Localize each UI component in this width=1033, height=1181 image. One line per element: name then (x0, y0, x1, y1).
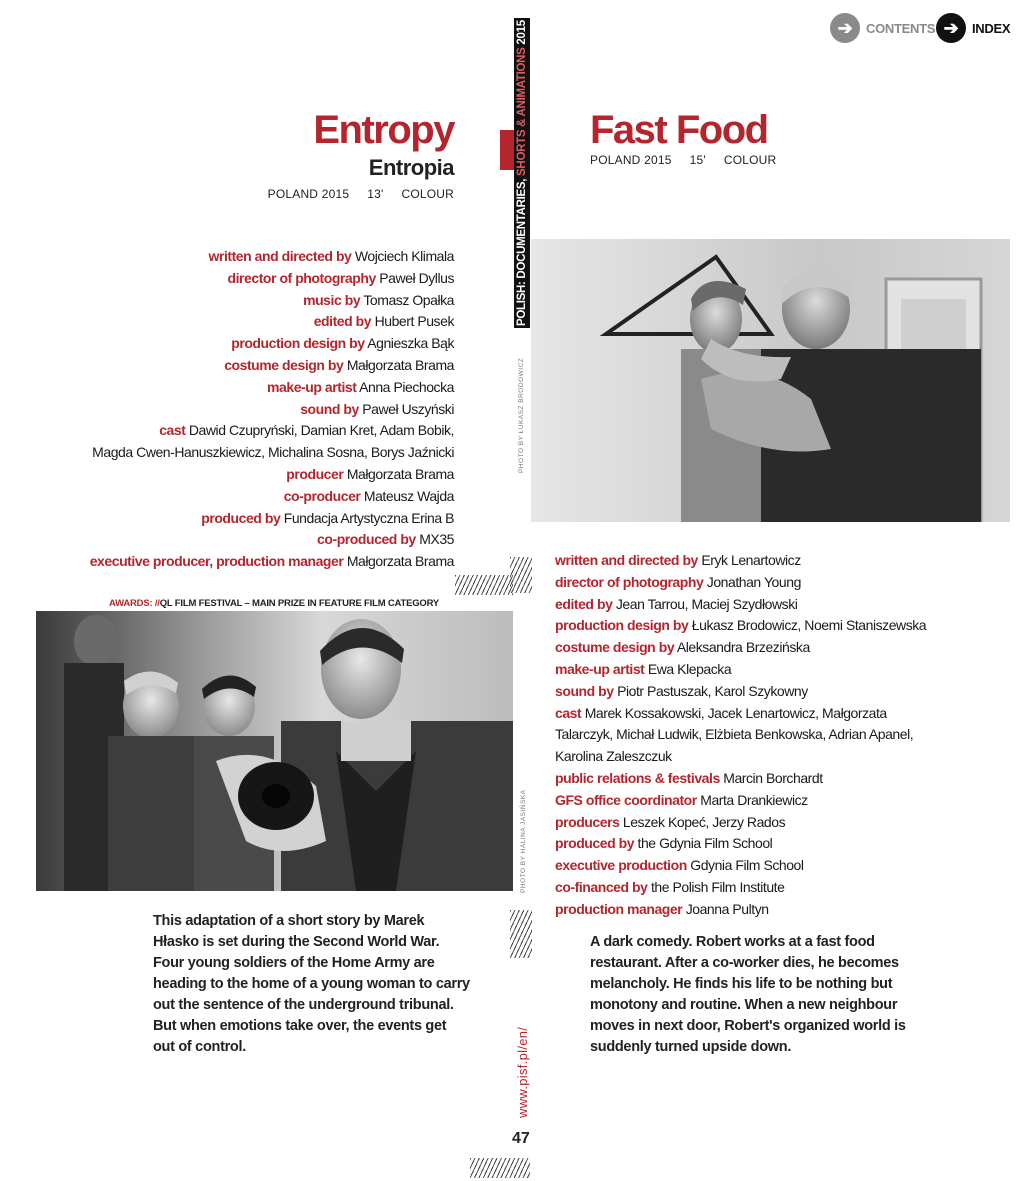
credit-role: make-up artist (555, 660, 645, 677)
credit-role: costume design by (555, 639, 675, 656)
credit-name: Magda Cwen-Hanuszkiewicz, Michalina Sosna, Borys Jaźnicki (92, 444, 454, 461)
fastfood-credits (555, 550, 995, 921)
credit-row (14, 246, 454, 268)
entropy-title: Entropy (313, 108, 454, 152)
credit-row (555, 768, 995, 790)
credit-role: written and directed by (555, 552, 698, 568)
credit-name: Jean Tarrou, Maciej Szydłowski (615, 595, 798, 612)
fastfood-country-year: POLAND 2015 (590, 153, 672, 167)
credit-row (555, 724, 995, 746)
entropy-original-title: Entropia (368, 155, 454, 180)
contents-label: CONTENTS (866, 20, 936, 36)
credit-row (555, 550, 995, 572)
spine-black-text: DOCUMENTARIES, (516, 175, 528, 279)
credit-role: music by (303, 291, 361, 308)
credit-row (555, 615, 995, 637)
credit-role: producer (286, 465, 344, 482)
awards-bar (36, 596, 512, 612)
credit-row (555, 594, 995, 616)
credit-role: director of photography (555, 573, 704, 590)
credit-role: executive production (555, 857, 687, 874)
index-label: INDEX (972, 20, 1011, 36)
credit-name: Mateusz Wajda (363, 487, 454, 504)
fastfood-photo-illustration (531, 239, 1010, 522)
arrow-right-icon: ➔ (830, 13, 860, 43)
credit-role: production manager (555, 900, 683, 917)
credit-role: co-produced by (317, 531, 416, 548)
credit-name: Aleksandra Brzezińska (676, 639, 810, 656)
credit-role: co-financed by (555, 878, 648, 895)
fastfood-colour: COLOUR (723, 153, 777, 167)
spine-accent (500, 130, 514, 170)
credit-name: Paweł Dyllus (379, 269, 454, 286)
entropy-credits (14, 246, 454, 573)
credit-row (555, 790, 995, 812)
credit-name: Piotr Pastuszak, Karol Szykowny (617, 682, 808, 699)
credit-name: Marcin Borchardt (723, 769, 823, 786)
credit-row (14, 377, 454, 399)
credit-row (14, 399, 454, 421)
spine-label (515, 20, 529, 326)
credit-row (555, 899, 995, 921)
credit-role: edited by (313, 313, 372, 330)
credit-name: Joanna Pultyn (685, 900, 769, 917)
hatch-decoration (455, 575, 513, 595)
fastfood-duration: 15' (689, 153, 706, 167)
entropy-photo-illustration (36, 611, 513, 891)
fastfood-title: Fast Food (590, 108, 768, 152)
credit-row (555, 681, 995, 703)
entropy-description: This adaptation of a short story by Marek Hłasko is set during the Second World War. Four young soldiers of the Home Army are heading to the home of a young woman to carry out the sentence of the underground tribunal. But when emotions take over, the events get out of control. (153, 913, 470, 1055)
hatch-decoration (510, 910, 532, 958)
credit-row (14, 333, 454, 355)
credit-row (14, 442, 454, 464)
hatch-decoration (510, 557, 532, 593)
credit-name: Hubert Pusek (374, 313, 454, 330)
credit-row (14, 311, 454, 333)
contents-link[interactable] (830, 13, 935, 43)
credit-name: Małgorzata Brama (346, 356, 454, 373)
credit-role: produced by (555, 835, 635, 852)
entropy-still-photo (36, 611, 513, 891)
fastfood-meta (590, 153, 776, 167)
credit-name: Ewa Klepacka (647, 660, 732, 677)
entropy-meta (268, 187, 454, 201)
credit-name: Wojciech Klimala (354, 248, 454, 264)
credit-role: make-up artist (267, 378, 357, 395)
credit-role: produced by (201, 509, 281, 526)
credit-row (555, 637, 995, 659)
fastfood-description: A dark comedy. Robert works at a fast food restaurant. After a co-worker dies, he becomes melancholy. He finds his life to be nothing but monotony and routine. When a new neighbour moves in next door, Robert's organized world is suddenly turned upside down. (590, 934, 906, 1055)
awards-text: QL FILM FESTIVAL – MAIN PRIZE IN FEATURE FILM CATEGORY (159, 598, 440, 609)
credit-name: Marta Drankiewicz (700, 791, 808, 808)
credit-role: production design by (555, 617, 689, 634)
credit-name: MX35 (419, 531, 454, 548)
credit-row (14, 486, 454, 508)
credit-role: executive producer, production manager (89, 553, 344, 570)
credit-row (555, 572, 995, 594)
credit-row (555, 855, 995, 877)
credit-name: Dawid Czupryński, Damian Kret, Adam Bobik, (188, 422, 454, 439)
fastfood-photo-credit: PHOTO BY ŁUKASZ BRODOWICZ (518, 357, 525, 473)
credit-row (555, 833, 995, 855)
credit-row (555, 877, 995, 899)
credit-name: Małgorzata Brama (346, 465, 454, 482)
credit-name: Fundacja Artystyczna Erina B (283, 509, 454, 526)
credit-role: co-producer (283, 487, 361, 504)
credit-row (14, 529, 454, 551)
credit-role: cast (159, 422, 186, 439)
credit-name: Łukasz Brodowicz, Noemi Staniszewska (691, 617, 927, 634)
credit-name: Małgorzata Brama (346, 553, 454, 570)
credit-name: Marek Kossakowski, Jacek Lenartowicz, Małgorzata (584, 704, 887, 721)
credit-role: director of photography (227, 269, 376, 286)
credit-role: public relations & festivals (555, 769, 720, 786)
index-link[interactable] (936, 13, 1010, 43)
arrow-right-icon: ➔ (936, 13, 966, 43)
credit-row (14, 420, 454, 442)
credit-role: sound by (300, 400, 359, 417)
credit-row (555, 703, 995, 725)
credit-row (555, 812, 995, 834)
credit-role: GFS office coordinator (555, 791, 697, 808)
credit-name: Eryk Lenartowicz (701, 552, 801, 568)
credit-role: producers (555, 813, 620, 830)
credit-row (14, 268, 454, 290)
page-number: 47 (512, 1130, 530, 1147)
credit-row (14, 508, 454, 530)
credit-name: Jonathan Young (706, 573, 801, 590)
credit-name: Talarczyk, Michał Ludwik, Elżbieta Benkowska, Adrian Apanel, (555, 726, 914, 743)
credit-role: edited by (555, 595, 613, 612)
awards-label: AWARDS: // (108, 598, 160, 609)
fastfood-still-photo (531, 239, 1010, 522)
entropy-photo-credit: PHOTO BY HALINA JASIŃSKA (520, 789, 527, 893)
credit-role: production design by (231, 335, 365, 352)
entropy-colour: COLOUR (401, 187, 454, 201)
credit-role: written and directed by (208, 248, 352, 264)
credit-name: Gdynia Film School (690, 857, 804, 874)
credit-name: the Polish Film Institute (650, 878, 785, 895)
credit-row (555, 659, 995, 681)
entropy-country-year: POLAND 2015 (267, 187, 350, 201)
credit-name: Anna Piechocka (359, 378, 454, 395)
credit-row (14, 464, 454, 486)
credit-name: Karolina Zaleszczuk (555, 748, 672, 765)
credit-row (14, 551, 454, 573)
spine-prefix: POLISH: (516, 278, 528, 326)
credit-role: costume design by (224, 356, 344, 373)
entropy-duration: 13' (367, 187, 384, 201)
credit-name: Leszek Kopeć, Jerzy Rados (622, 813, 786, 830)
hatch-decoration (470, 1158, 530, 1178)
credit-row (555, 746, 995, 768)
credit-row (14, 290, 454, 312)
credit-name: Agnieszka Bąk (367, 335, 454, 352)
credit-row (14, 355, 454, 377)
credit-role: sound by (555, 682, 614, 699)
spine-red-text: SHORTS & ANIMATIONS (516, 47, 528, 176)
website-link[interactable]: www.pisf.pl/en/ (515, 1026, 530, 1118)
spine-year: 2015 (516, 20, 528, 48)
credit-role: cast (555, 704, 582, 721)
credit-name: the Gdynia Film School (637, 835, 773, 852)
credit-name: Paweł Uszyński (362, 400, 454, 417)
credit-name: Tomasz Opałka (363, 291, 454, 308)
